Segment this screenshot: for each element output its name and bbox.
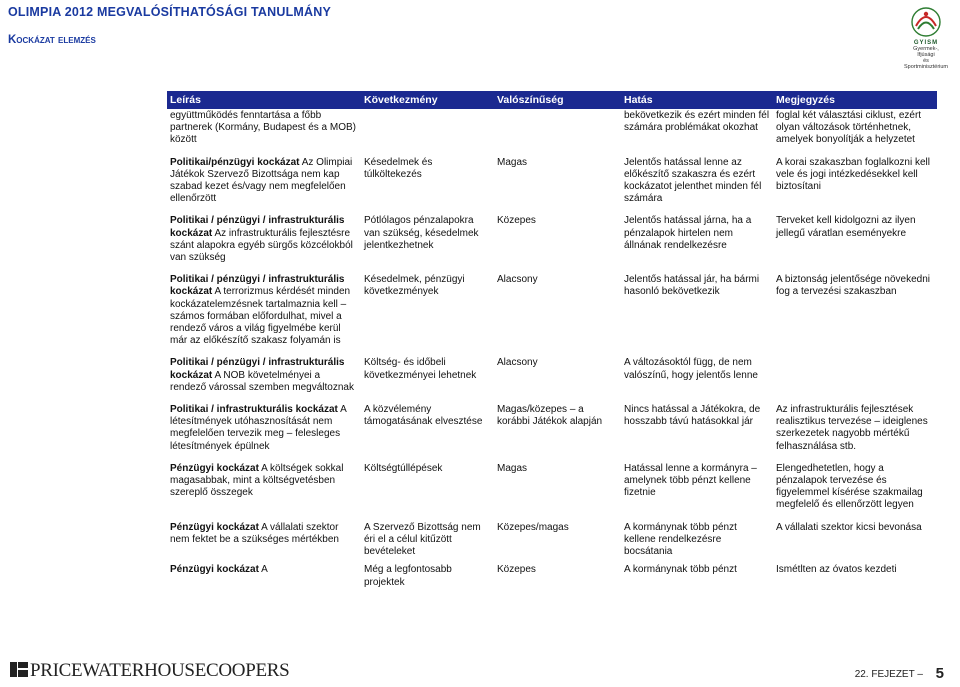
- logo-brand: GYISM: [913, 40, 939, 46]
- cell-consequence: Késedelmek, pénzügyi következmények: [364, 274, 465, 298]
- column-header-description: Leírás: [167, 91, 361, 109]
- risk-type: Politikai / infrastrukturális kockázat: [170, 404, 338, 416]
- table-row: [167, 521, 937, 559]
- cell-probability: Közepes: [497, 564, 536, 576]
- risk-description: A létesítmények utóhasznosítását nem megfelelően tervezik meg – felesleges létesítmények épülnek: [170, 404, 347, 452]
- risk-type: Pénzügyi kockázat: [170, 564, 259, 576]
- page-info: [855, 664, 944, 681]
- cell-probability: Alacsony: [497, 357, 538, 369]
- pwc-wordmark: PRICEWATERHOUSECOOPERS: [30, 660, 290, 681]
- table-row: [167, 156, 937, 206]
- cell-probability: Alacsony: [497, 274, 538, 286]
- table-row: [167, 109, 937, 147]
- cell-impact: Hatással lenne a kormányra – amelynek több pénzt kellene fizetnie: [624, 462, 757, 499]
- risk-type: Politikai/pénzügyi kockázat: [170, 156, 300, 168]
- cell-impact: Jelentős hatással járna, ha a pénzalapok hirtelen nem állnának rendelkezésre: [624, 215, 752, 251]
- document-subtitle: Kockázat elemzés: [8, 34, 96, 46]
- cell-consequence: Költség- és időbeli következményei lehetnek: [364, 357, 477, 381]
- risk-description: A költségek sokkal magasabbak, mint a költségvetésben szereplő összegek: [170, 462, 344, 499]
- risk-type: Politikai / pénzügyi / infrastrukturális kockázat: [170, 357, 345, 381]
- table-row: [167, 356, 937, 394]
- column-header-consequence: Következmény: [361, 91, 494, 109]
- cell-note: Az infrastrukturális fejlesztések realisztikus tervezése – ideiglenes szerkezetek nagyobb mértékű felhasználása stb.: [776, 404, 928, 452]
- risk-description: együttműködés fenntartása a főbb partnerek (Kormány, Budapest és a MOB) között: [170, 110, 357, 146]
- cell-description: [167, 521, 361, 559]
- chapter-label: 22. FEJEZET: [854, 669, 915, 680]
- cell-impact: Nincs hatással a Játékokra, de hosszabb távú hatásokkal jár: [624, 404, 761, 428]
- cell-impact: Jelentős hatással lenne az előkészítő szakaszra és ezért kockázatot jelenthet minden fél számára: [624, 156, 762, 205]
- cell-description: [167, 214, 361, 264]
- table-row: [167, 462, 937, 512]
- cell-probability: Magas/közepes – a korábbi Játékok alapján: [497, 404, 603, 428]
- risk-table: [167, 91, 937, 589]
- document-header: [8, 2, 952, 70]
- cell-description: [167, 563, 361, 588]
- logo-line-2: és Sportminisztérium: [904, 58, 949, 70]
- cell-probability: Magas: [497, 462, 528, 474]
- page-number: 5: [935, 665, 944, 682]
- logo-line-1: Gyermek-, Ifjúsági: [913, 46, 939, 58]
- risk-type: Politikai / pénzügyi / infrastrukturális kockázat: [170, 215, 345, 239]
- ministry-emblem-icon: [906, 4, 946, 40]
- cell-probability: Közepes: [497, 215, 536, 227]
- table-row: [167, 214, 937, 264]
- pwc-logo: [10, 659, 289, 682]
- column-header-impact: Hatás: [621, 91, 773, 109]
- table-header-row: [167, 91, 937, 109]
- cell-description: [167, 462, 361, 512]
- cell-description: [167, 109, 361, 147]
- cell-consequence: Késedelmek és túlköltekezés: [364, 156, 433, 180]
- cell-probability: Magas: [497, 156, 528, 168]
- cell-consequence: A közvélemény támogatásának elvesztése: [364, 404, 483, 428]
- cell-description: [167, 403, 361, 453]
- pwc-mark-icon: [10, 661, 28, 678]
- risk-description: A: [258, 564, 268, 576]
- cell-description: [167, 273, 361, 347]
- table-row: [167, 563, 937, 588]
- risk-type: Pénzügyi kockázat: [170, 462, 259, 474]
- risk-description: A vállalati szektor nem fektet be a szükséges mértékben: [170, 521, 339, 545]
- cell-note: A biztonság jelentősége növekedni fog a tervezési szakaszban: [776, 274, 931, 298]
- cell-consequence: Pótlólagos pénzalapokra van szükség, késedelmek jelentkezhetnek: [364, 215, 479, 251]
- cell-note: A vállalati szektor kicsi bevonása: [776, 521, 922, 533]
- cell-note: A korai szakaszban foglalkozni kell vele és jogi intézkedésekkel kell biztosítani: [776, 156, 930, 193]
- cell-note: Elengedhetetlen, hogy a pénzalapok tervezése és figyelemmel kísérése szakmailag megfelelő és ellenőrzött legyen: [776, 462, 923, 511]
- table-row: [167, 273, 937, 347]
- cell-note: foglal két választási ciklust, ezért olyan változások történhetnek, amelyek bonyolítják a helyzetet: [776, 110, 922, 146]
- cell-impact: A változásoktól függ, de nem valószínű, hogy jelentős lenne: [624, 357, 758, 381]
- cell-probability: Közepes/magas: [497, 521, 569, 533]
- cell-description: [167, 356, 361, 394]
- column-header-probability: Valószínűség: [494, 91, 621, 109]
- cell-impact: bekövetkezik és ezért minden fél számára problémákat okozhat: [624, 110, 770, 134]
- cell-consequence: Költségtúllépések: [364, 462, 443, 474]
- page-footer: [10, 659, 950, 685]
- cell-note: [773, 356, 937, 394]
- risk-description: Az infrastrukturális fejlesztésre szánt alapokra egyéb sürgős közcélokból van szükség: [170, 227, 353, 264]
- risk-type: Politikai / pénzügyi / infrastrukturális kockázat: [170, 274, 345, 298]
- cell-note: Terveket kell kidolgozni az ilyen jellegű váratlan eseményekre: [776, 215, 916, 239]
- cell-note: Ismétlten az óvatos kezdeti: [776, 564, 897, 576]
- cell-consequence: A Szervező Bizottság nem éri el a célul kitűzött bevételeket: [364, 521, 481, 558]
- risk-description: A NOB követelményei a rendező várossal szemben megváltoznak: [170, 369, 354, 393]
- cell-impact: A kormánynak több pénzt kellene rendelkezésre bocsátania: [624, 521, 737, 558]
- document-title: OLIMPIA 2012 MEGVALÓSÍTHATÓSÁGI TANULMÁNY: [8, 5, 332, 19]
- risk-description: A terrorizmus kérdését minden kockázatelemzésnek tartalmaznia kell – számos formában előfordulhat, mivel a rendező város a világ figyelmébe kerül már az előkészítő szakasz folyamán is: [170, 286, 351, 347]
- risk-type: Pénzügyi kockázat: [170, 521, 259, 533]
- ministry-logo: [904, 4, 949, 70]
- cell-consequence: Még a legfontosabb projektek: [364, 564, 452, 588]
- cell-description: [167, 156, 361, 206]
- table-row: [167, 403, 937, 453]
- cell-impact: A kormánynak több pénzt: [624, 564, 737, 576]
- cell-probability: [494, 109, 621, 147]
- column-header-note: Megjegyzés: [773, 91, 937, 109]
- risk-description: Az Olimpiai Játékok Szervező Bizottsága nem kap szabad kezet és/vagy nem megfelelően ellenőrzött: [170, 156, 353, 205]
- cell-consequence: [361, 109, 494, 147]
- chapter-dash: –: [917, 669, 923, 680]
- cell-impact: Jelentős hatással jár, ha bármi hasonló bekövetkezik: [624, 274, 760, 298]
